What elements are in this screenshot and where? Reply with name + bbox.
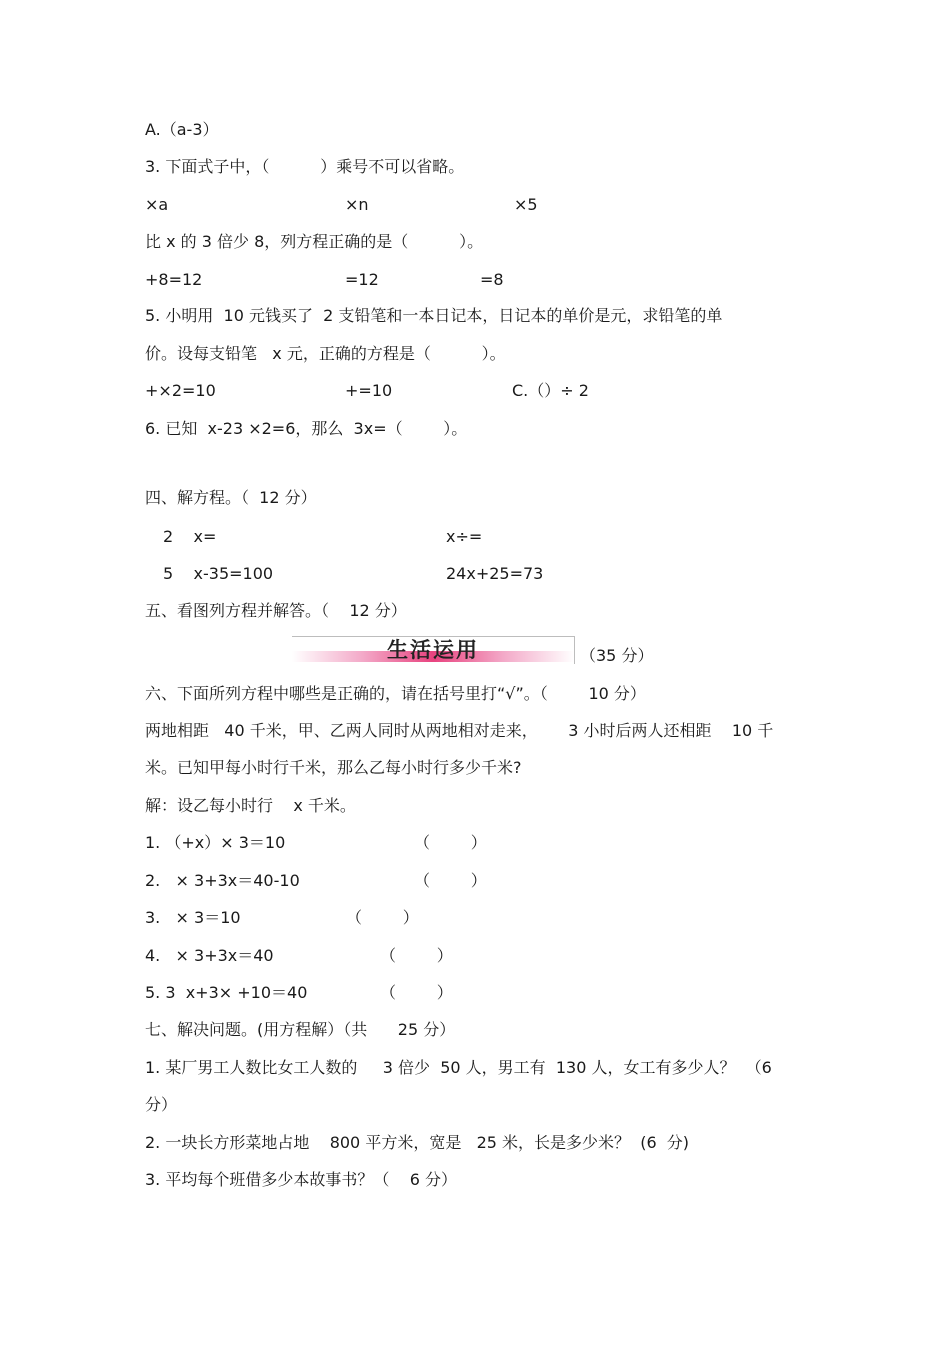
q5-option-3: C.（）÷ 2 xyxy=(512,381,589,400)
question-4: 比 x 的 3 倍少 8，列方程正确的是（ ）。 xyxy=(145,232,484,251)
check-bracket-3: （ ） xyxy=(346,908,419,927)
equation-2: x÷= xyxy=(446,527,483,546)
check-equation-5: 5. 3 x+3× +10＝40 xyxy=(145,983,308,1002)
check-bracket-2: （ ） xyxy=(414,871,487,890)
q3-option-1: ×a xyxy=(145,195,169,214)
equation-3: 5 x-35=100 xyxy=(163,564,274,583)
question-3: 3. 下面式子中，（ ）乘号不可以省略。 xyxy=(145,157,465,176)
q4-option-2: =12 xyxy=(345,270,379,289)
q3-option-2: ×n xyxy=(345,195,369,214)
problem-1-line-1: 1. 某厂男工人数比女工人数的 3 倍少 50 人，男工有 130 人，女工有多少人？ （6 xyxy=(145,1058,772,1077)
q5-option-1: +×2=10 xyxy=(145,381,216,400)
check-equation-3: 3. × 3＝10 xyxy=(145,908,241,927)
problem-text-line-1: 两地相距 40 千米，甲、乙两人同时从两地相对走来， 3 小时后两人还相距 10 千 xyxy=(145,721,774,740)
solution-setup: 解：设乙每小时行 x 千米。 xyxy=(145,796,356,815)
check-equation-2: 2. × 3+3x＝40-10 xyxy=(145,871,300,890)
check-bracket-1: （ ） xyxy=(414,833,487,852)
problem-text-line-2: 米。已知甲每小时行千米，那么乙每小时行多少千米? xyxy=(145,758,522,777)
question-6: 6. 已知 x-23 ×2=6，那么 3x=（ ）。 xyxy=(145,419,468,438)
equation-4: 24x+25=73 xyxy=(446,564,544,583)
section-5-heading: 五、看图列方程并解答。（ 12 分） xyxy=(145,601,407,620)
section-7-heading: 七、解决问题。(用方程解）（共 25 分） xyxy=(145,1020,456,1039)
banner-score: （35 分） xyxy=(580,646,654,665)
problem-3: 3. 平均每个班借多少本故事书？（ 6 分） xyxy=(145,1170,457,1189)
check-equation-1: 1. （+x）× 3＝10 xyxy=(145,833,286,852)
check-bracket-4: （ ） xyxy=(380,946,453,965)
problem-1-line-2: 分） xyxy=(145,1095,178,1114)
section-4-heading: 四、解方程。（ 12 分） xyxy=(145,488,317,507)
section-6-heading: 六、下面所列方程中哪些是正确的，请在括号里打“√”。（ 10 分） xyxy=(145,684,646,703)
problem-2: 2. 一块长方形菜地占地 800 平方米，宽是 25 米，长是多少米？ (6 分) xyxy=(145,1133,690,1152)
check-bracket-5: （ ） xyxy=(380,983,453,1002)
q5-option-2: +=10 xyxy=(345,381,393,400)
q4-option-3: =8 xyxy=(480,270,504,289)
banner-title: 生活运用 xyxy=(387,638,479,662)
equation-1: 2 x= xyxy=(163,527,217,546)
option-a-line: A.（a-3） xyxy=(145,120,219,139)
check-equation-4: 4. × 3+3x＝40 xyxy=(145,946,274,965)
q4-option-1: +8=12 xyxy=(145,270,203,289)
life-application-banner xyxy=(292,636,575,664)
q3-option-3: ×5 xyxy=(514,195,538,214)
question-5-line-1: 5. 小明用 10 元钱买了 2 支铅笔和一本日记本，日记本的单价是元，求铅笔的单 xyxy=(145,306,723,325)
question-5-line-2: 价。设每支铅笔 x 元，正确的方程是（ ）。 xyxy=(145,344,506,363)
